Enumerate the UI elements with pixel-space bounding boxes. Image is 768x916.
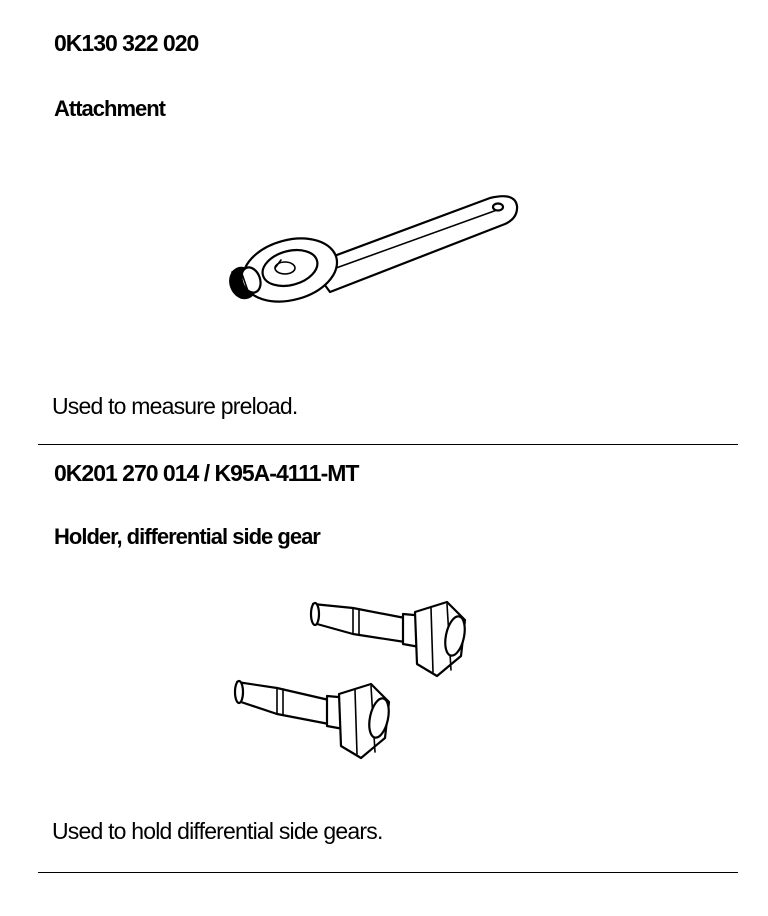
tool-1-usage: Used to measure preload. [52,393,298,419]
tool-2-name: Holder, differential side gear [54,524,320,549]
tool-1-name: Attachment [54,96,166,121]
tool-2-usage: Used to hold differential side gears. [52,818,383,844]
tool-1-part-number: 0K130 322 020 [54,30,199,56]
bottom-divider [38,872,738,873]
side-gear-holder-icon [225,590,485,785]
wrench-attachment-icon [215,180,535,315]
tool-2-part-number: 0K201 270 014 / K95A-4111-MT [54,460,359,486]
section-divider [38,444,738,445]
